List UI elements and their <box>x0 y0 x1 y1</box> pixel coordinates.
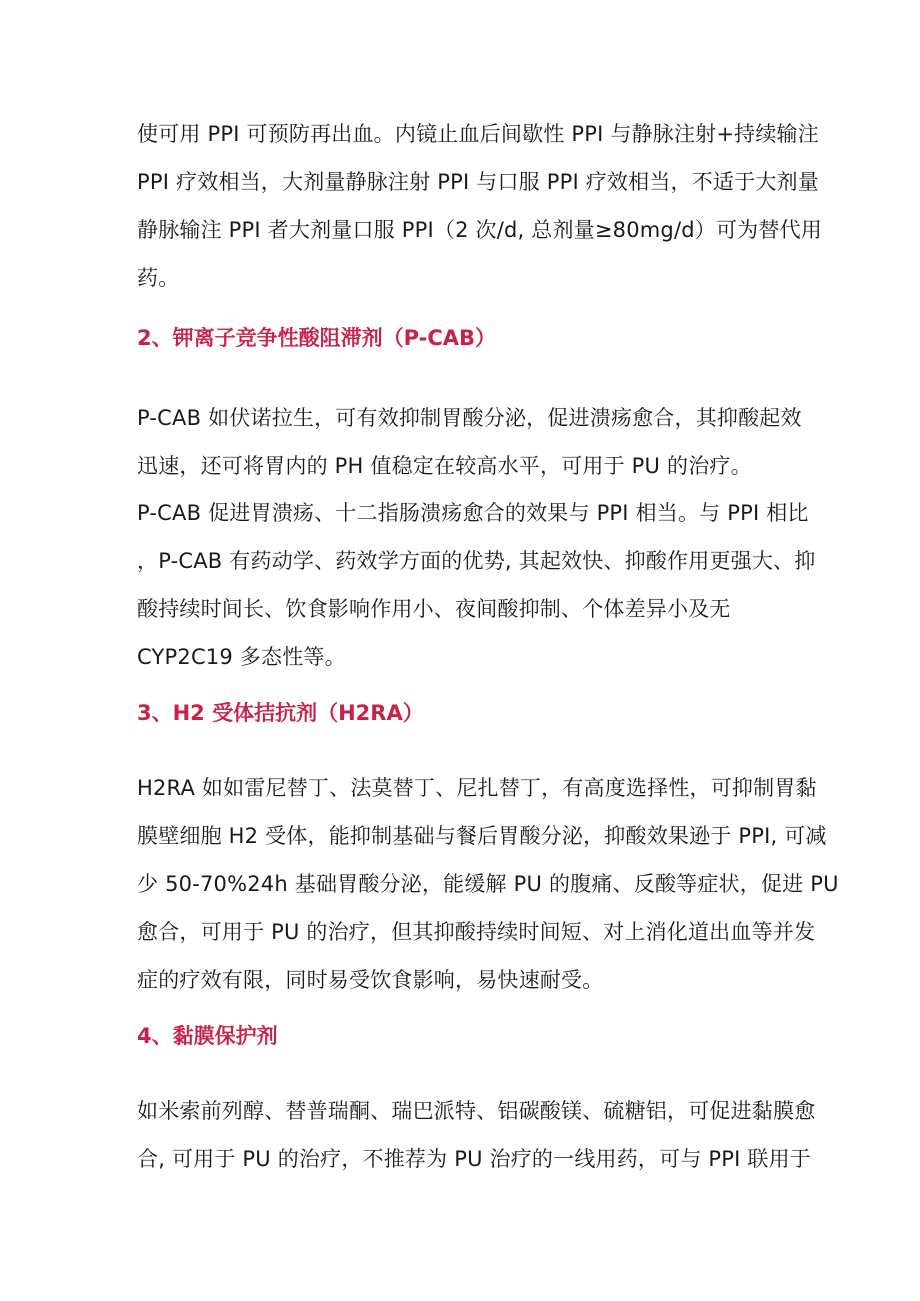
text-line: P-CAB 促进胃溃疡、十二指肠溃疡愈合的效果与 PPI 相当。与 PPI 相比 <box>137 501 809 525</box>
text-line: 静脉输注 PPI 者大剂量口服 PPI（2 次/d, 总剂量≥80mg/d）可为替代用 <box>137 218 822 242</box>
text-line: ，P-CAB 有药动学、药效学方面的优势, 其起效快、抑酸作用更强大、抑 <box>137 549 816 573</box>
text-line: 药。 <box>137 266 180 290</box>
section-heading-mucosal-protectant: 4、黏膜保护剂 <box>137 1024 278 1048</box>
text-line: 酸持续时间长、饮食影响作用小、夜间酸抑制、个体差异小及无 <box>137 597 731 621</box>
section-heading-h2ra: 3、H2 受体拮抗剂（H2RA） <box>137 701 424 725</box>
text-line: H2RA 如如雷尼替丁、法莫替丁、尼扎替丁，有高度选择性，可抑制胃黏 <box>137 776 817 800</box>
text-line: 愈合，可用于 PU 的治疗，但其抑酸持续时间短、对上消化道出血等并发 <box>137 920 816 944</box>
text-line: P-CAB 如伏诺拉生，可有效抑制胃酸分泌，促进溃疡愈合，其抑酸起效 <box>137 406 802 430</box>
text-line: 膜壁细胞 H2 受体，能抑制基础与餐后胃酸分泌，抑酸效果逊于 PPI, 可减 <box>137 824 827 848</box>
text-line: 如米索前列醇、替普瑞酮、瑞巴派特、铝碳酸镁、硫糖铝，可促进黏膜愈 <box>137 1099 816 1123</box>
text-line: 症的疗效有限，同时易受饮食影响，易快速耐受。 <box>137 968 604 992</box>
text-line: CYP2C19 多态性等。 <box>137 645 346 669</box>
text-line: PPI 疗效相当，大剂量静脉注射 PPI 与口服 PPI 疗效相当，不适于大剂量 <box>137 170 819 194</box>
text-line: 少 50-70%24h 基础胃酸分泌，能缓解 PU 的腹痛、反酸等症状，促进 PU <box>137 872 839 896</box>
text-line: 使可用 PPI 可预防再出血。内镜止血后间歇性 PPI 与静脉注射+持续输注 <box>137 122 819 146</box>
text-line: 合, 可用于 PU 的治疗，不推荐为 PU 治疗的一线用药，可与 PPI 联用于 <box>137 1147 811 1171</box>
text-line: 迅速，还可将胃内的 PH 值稳定在较高水平，可用于 PU 的治疗。 <box>137 454 752 478</box>
section-heading-p-cab: 2、钾离子竞争性酸阻滞剂（P-CAB） <box>137 326 497 350</box>
